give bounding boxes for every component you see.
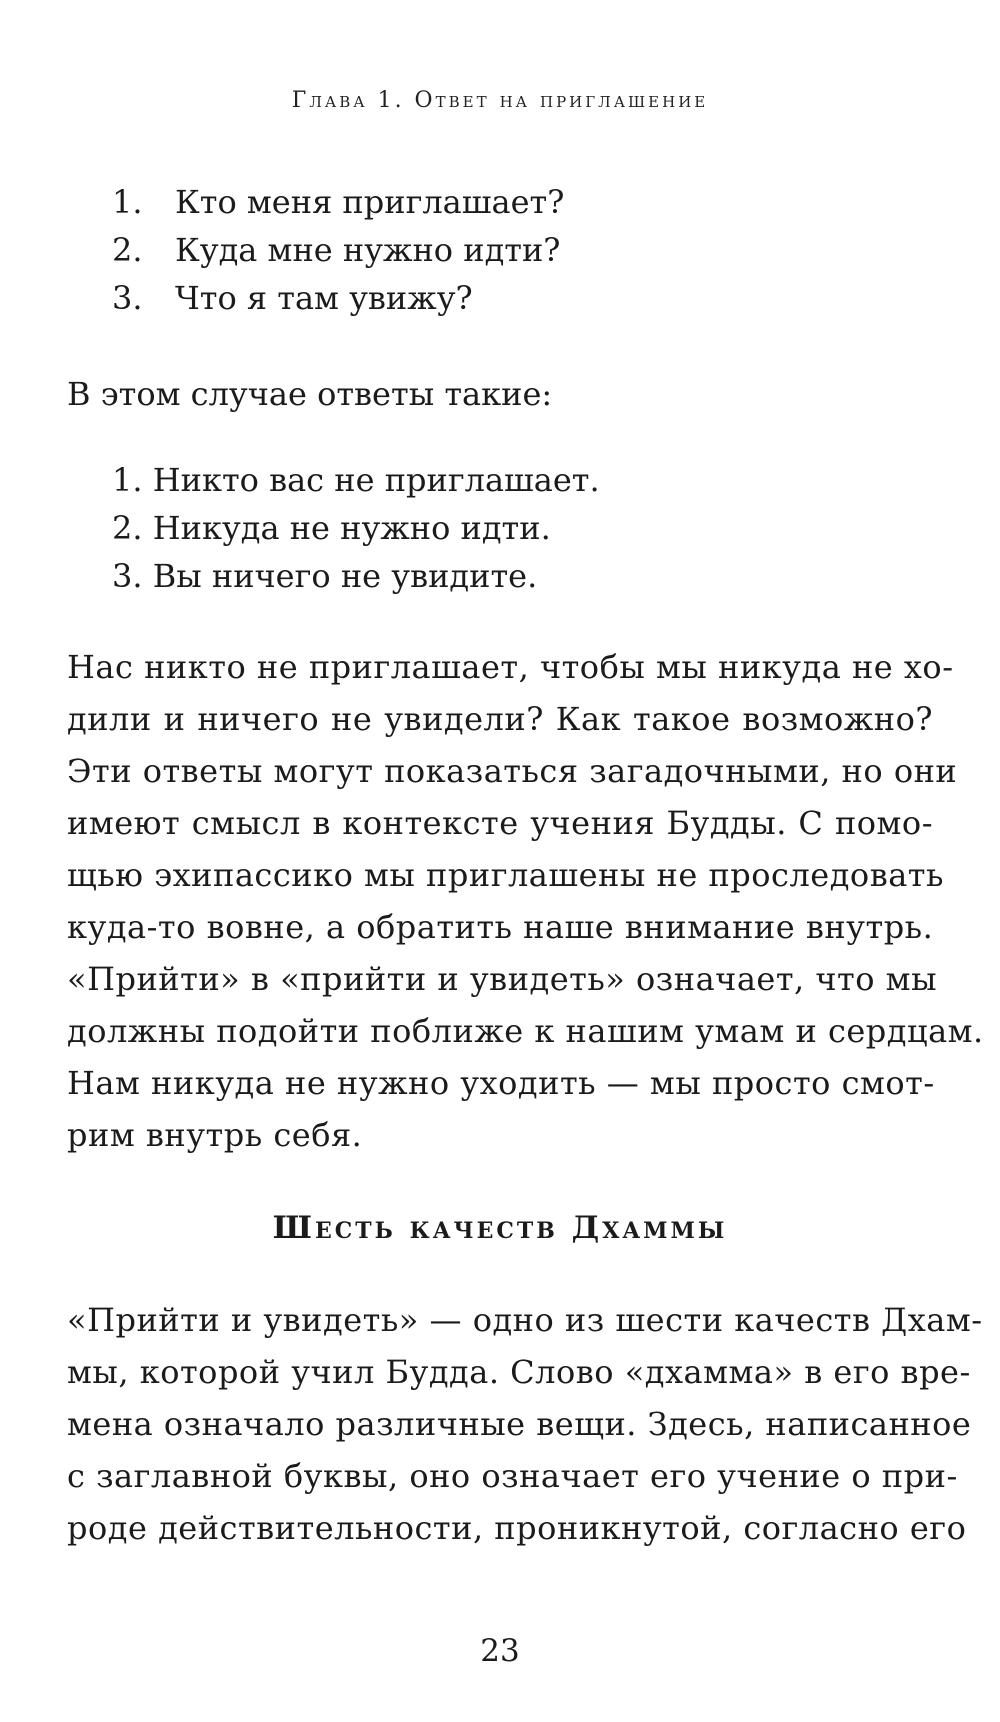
text-line: щью эхипассико мы приглашены не проследовать	[67, 856, 944, 894]
text-line: «Прийти и увидеть» — одно из шести качеств Дхам-	[67, 1301, 983, 1339]
text-line: «Прийти» в «прийти и увидеть» означает, что мы	[67, 960, 938, 998]
list-item: 3. Вы ничего не увидите.	[112, 557, 538, 595]
list-item-number: 3.	[112, 279, 143, 317]
text-line: имеют смысл в контексте учения Будды. С помо-	[67, 804, 933, 842]
list-item	[0, 178, 564, 226]
list-item-text: Что я там увижу?	[175, 279, 473, 317]
page-number: 23	[480, 1633, 520, 1669]
text-line: дили и ничего не увидели? Как такое возможно?	[67, 700, 933, 738]
list-item-text: Куда мне нужно идти?	[175, 231, 561, 269]
running-head: Глава 1. Ответ на приглашение	[291, 88, 709, 113]
text-line: Нам никуда не нужно уходить — мы просто смот-	[67, 1064, 935, 1102]
body-paragraph-2	[67, 1294, 983, 1554]
list-item	[0, 274, 564, 322]
list-item-number: 1.	[112, 183, 143, 221]
list-item	[0, 226, 564, 274]
text-line: Нас никто не приглашает, чтобы мы никуда не хо-	[67, 648, 954, 686]
text-line: мы, которой учил Будда. Слово «дхамма» в его вре-	[67, 1353, 971, 1391]
list-item: 1. Никто вас не приглашает.	[112, 461, 600, 499]
questions-list	[0, 178, 564, 322]
answers-intro: В этом случае ответы такие:	[67, 375, 553, 413]
text-line: роде действительности, проникнутой, согласно его	[67, 1509, 967, 1547]
list-item-text: Кто меня приглашает?	[175, 183, 565, 221]
text-line: Эти ответы могут показаться загадочными, но они	[67, 752, 958, 790]
answers-list	[0, 456, 600, 600]
text-line: с заглавной буквы, оно означает его учение о при-	[67, 1457, 958, 1495]
list-item: 2. Никуда не нужно идти.	[112, 509, 551, 547]
text-line: мена означало различные вещи. Здесь, написанное	[67, 1405, 972, 1443]
text-line: куда-то вовне, а обратить наше внимание внутрь.	[67, 908, 934, 946]
section-heading: Шесть качеств Дхаммы	[272, 1210, 728, 1246]
text-line: должны подойти поближе к нашим умам и сердцам.	[67, 1012, 984, 1050]
text-line: рим внутрь себя.	[67, 1116, 363, 1154]
list-item-number: 2.	[112, 231, 143, 269]
body-paragraph-1	[67, 641, 984, 1161]
